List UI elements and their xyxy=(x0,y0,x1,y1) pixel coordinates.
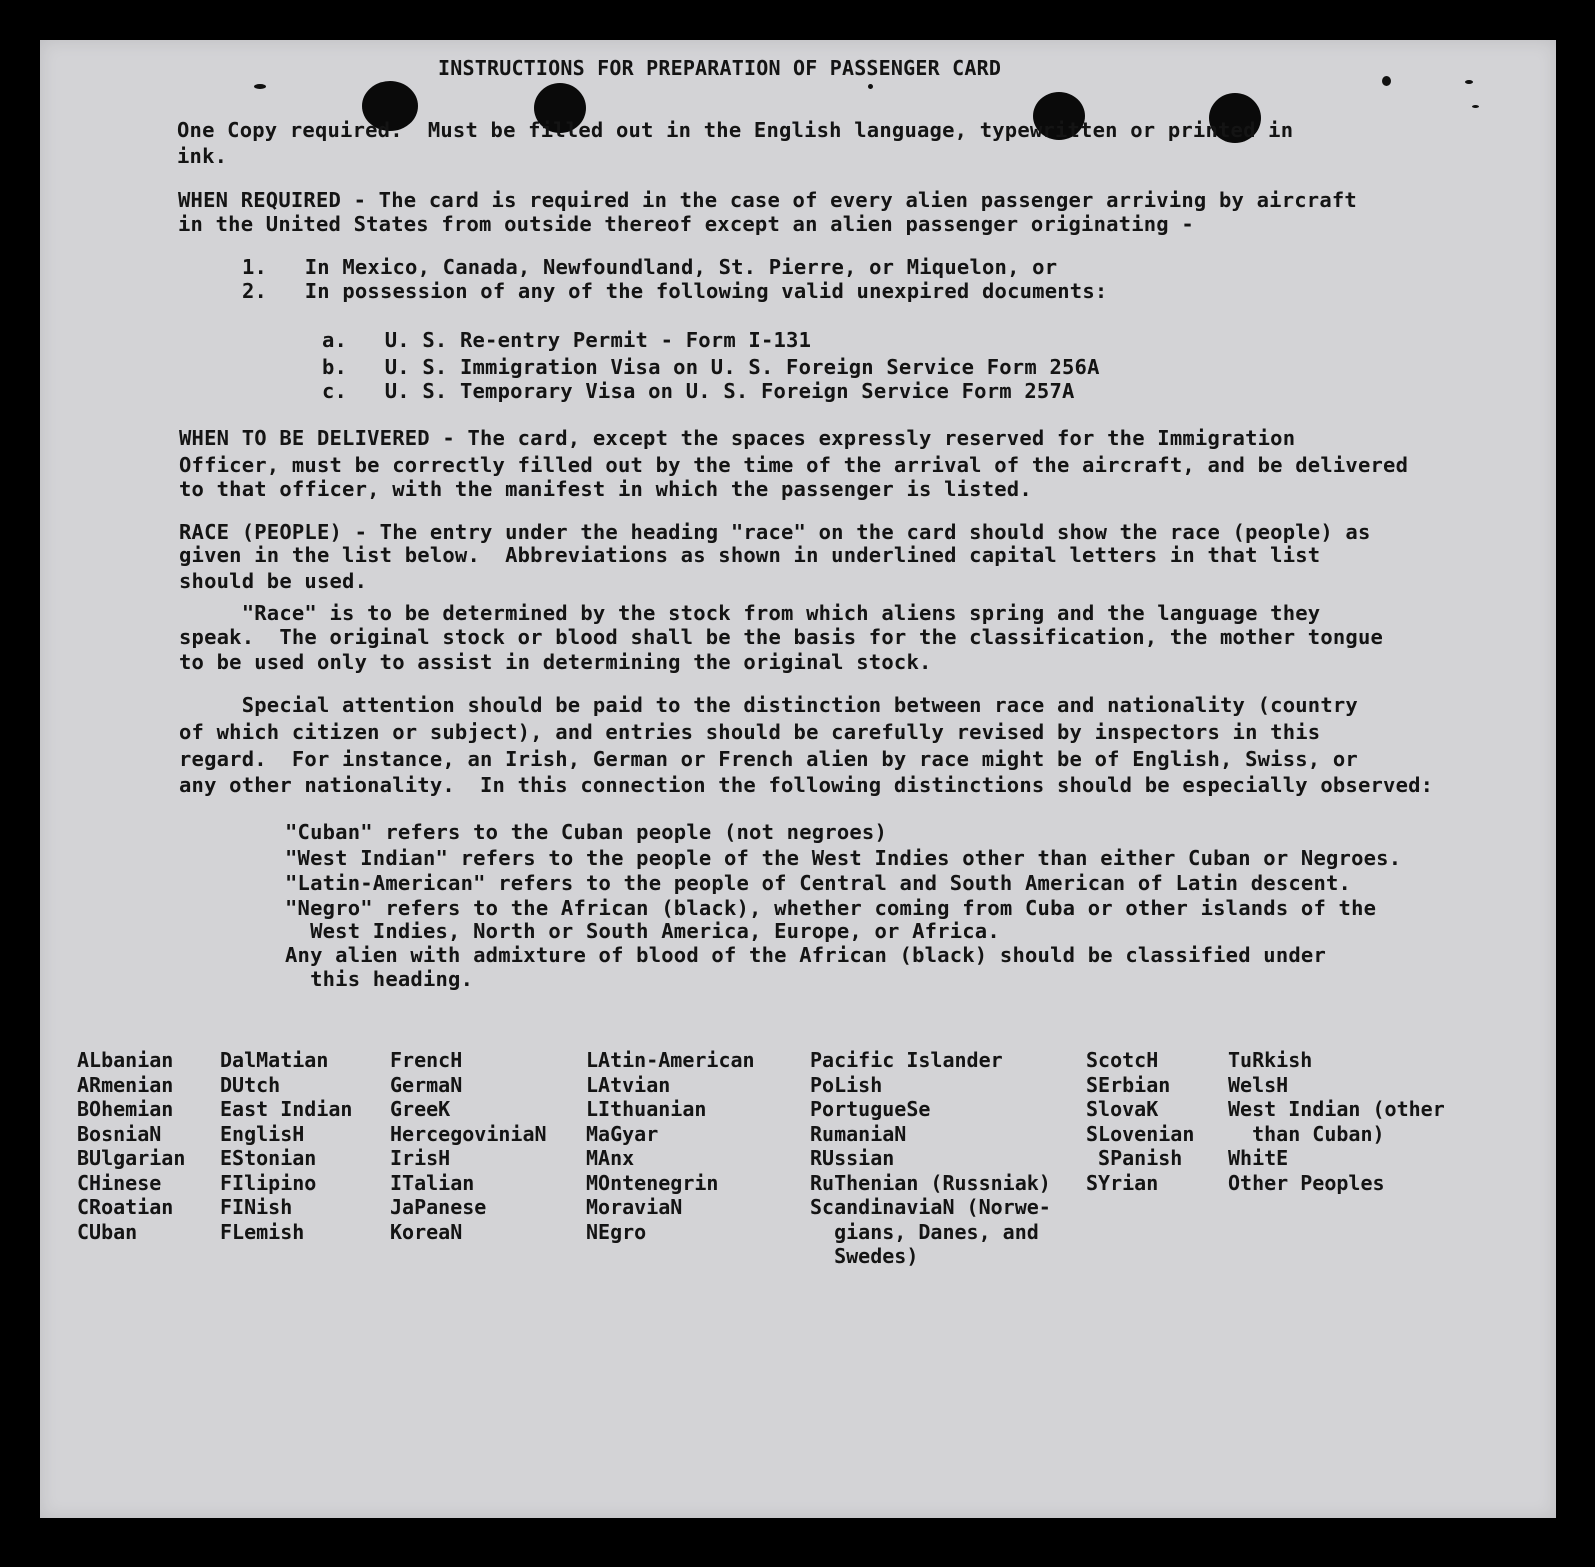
race-item: ALbanian xyxy=(77,1048,174,1072)
race-item: SlovaK xyxy=(1086,1097,1159,1121)
list-item: 1. In Mexico, Canada, Newfoundland, St. Pierre, or Miquelon, or xyxy=(242,255,1058,279)
race-item: EStonian xyxy=(220,1146,317,1170)
text-line: to be used only to assist in determining the original stock. xyxy=(179,650,932,674)
speck xyxy=(254,84,266,89)
race-item: CRoatian xyxy=(77,1195,174,1219)
race-item: ScandinaviaN (Norwe- xyxy=(810,1195,1051,1219)
text-line: ink. xyxy=(177,144,228,168)
list-item: this heading. xyxy=(285,967,474,991)
race-list-column-3 xyxy=(390,1048,547,1244)
text-line: Special attention should be paid to the distinction between race and nationality (country xyxy=(179,693,1358,717)
race-item: Other Peoples xyxy=(1228,1170,1385,1195)
text-line: RACE (PEOPLE) - The entry under the heading "race" on the card should show the race (people) as xyxy=(179,520,1371,544)
race-item: SErbian xyxy=(1086,1072,1171,1097)
race-item: DUtch xyxy=(220,1072,281,1097)
race-item: PoLish xyxy=(810,1072,883,1097)
race-item: SYrian xyxy=(1086,1170,1159,1195)
race-item: NEgro xyxy=(586,1219,647,1244)
list-item: West Indies, North or South America, Europe, or Africa. xyxy=(285,919,1000,943)
text-line: WHEN TO BE DELIVERED - The card, except the spaces expressly reserved for the Immigration xyxy=(179,426,1296,450)
text-line: "Race" is to be determined by the stock from which aliens spring and the language they xyxy=(179,601,1321,625)
race-list-column-4 xyxy=(586,1048,755,1244)
race-item: HercegoviniaN xyxy=(390,1121,547,1146)
race-item: GermaN xyxy=(390,1072,463,1097)
race-item: FLemish xyxy=(220,1219,305,1244)
race-item: LAtvian xyxy=(586,1072,671,1097)
document-sheet xyxy=(40,40,1556,1518)
race-item: WelsH xyxy=(1228,1072,1289,1097)
list-item: 2. In possession of any of the following valid unexpired documents: xyxy=(242,279,1108,303)
text-line: should be used. xyxy=(179,569,368,593)
list-item: c. U. S. Temporary Visa on U. S. Foreign Service Form 257A xyxy=(322,379,1075,403)
race-item: ARmenian xyxy=(77,1072,174,1097)
race-item: FIlipino xyxy=(220,1170,317,1195)
race-item: SLovenian xyxy=(1086,1121,1195,1146)
race-list-column-2 xyxy=(220,1048,352,1244)
text-line: given in the list below. Abbreviations as shown in underlined capital letters in that list xyxy=(179,543,1321,567)
text-line: speak. The original stock or blood shall be the basis for the classification, the mother tongue xyxy=(179,625,1384,649)
race-item: WhitE xyxy=(1228,1146,1289,1170)
speck xyxy=(1382,76,1391,86)
race-item: FINish xyxy=(220,1195,293,1219)
list-item: Any alien with admixture of blood of the African (black) should be classified under xyxy=(285,943,1326,967)
text-line: Officer, must be correctly filled out by the time of the arrival of the aircraft, and be delivered xyxy=(179,453,1409,477)
race-item: SPanish xyxy=(1086,1146,1183,1170)
race-item: RumaniaN xyxy=(810,1121,907,1146)
text-line: of which citizen or subject), and entries should be carefully revised by inspectors in this xyxy=(179,720,1321,744)
race-item: BOhemian xyxy=(77,1097,174,1121)
race-item: ITalian xyxy=(390,1170,475,1195)
race-item: East Indian xyxy=(220,1097,353,1121)
speck xyxy=(1465,80,1473,84)
race-list-column-6 xyxy=(1086,1048,1194,1195)
race-item: West Indian (other xyxy=(1228,1097,1445,1121)
race-item: RuThenian (Russniak) xyxy=(810,1170,1051,1195)
text-line: to that officer, with the manifest in which the passenger is listed. xyxy=(179,477,1032,501)
race-item: FrencH xyxy=(390,1048,463,1072)
text-line: in the United States from outside thereof except an alien passenger originating - xyxy=(178,212,1194,236)
race-item: MoraviaN xyxy=(586,1195,683,1219)
list-item: "West Indian" refers to the people of the West Indies other than either Cuban or Negroes. xyxy=(285,846,1402,870)
text-line: One Copy required. Must be filled out in the English language, typewritten or printed in xyxy=(177,118,1294,142)
list-item: "Latin-American" refers to the people of Central and South American of Latin descent. xyxy=(285,871,1352,895)
race-item: ScotcH xyxy=(1086,1048,1159,1072)
list-item: a. U. S. Re-entry Permit - Form I-131 xyxy=(322,328,812,352)
text-line: any other nationality. In this connection the following distinctions should be especially observed: xyxy=(179,773,1434,797)
race-list-column-1 xyxy=(77,1048,185,1244)
list-item: b. U. S. Immigration Visa on U. S. Foreign Service Form 256A xyxy=(322,355,1100,379)
race-item: BosniaN xyxy=(77,1121,162,1146)
race-item: JaPanese xyxy=(390,1195,487,1219)
race-item: RUssian xyxy=(810,1146,895,1170)
race-item: CUban xyxy=(77,1219,138,1244)
text-line: WHEN REQUIRED - The card is required in the case of every alien passenger arriving by aircraft xyxy=(178,188,1357,212)
text-line: regard. For instance, an Irish, German or French alien by race might be of English, Swiss, or xyxy=(179,747,1358,771)
list-item: "Negro" refers to the African (black), whether coming from Cuba or other islands of the xyxy=(285,896,1377,920)
race-list-column-7 xyxy=(1228,1048,1445,1195)
race-item: EnglisH xyxy=(220,1121,305,1146)
race-item: Swedes) xyxy=(810,1244,919,1268)
race-item: IrisH xyxy=(390,1146,451,1170)
race-item: CHinese xyxy=(77,1170,162,1195)
race-item: than Cuban) xyxy=(1228,1121,1385,1146)
list-item: "Cuban" refers to the Cuban people (not negroes) xyxy=(285,820,888,844)
race-item: KoreaN xyxy=(390,1219,463,1244)
speck xyxy=(868,84,873,89)
race-item: gians, Danes, and xyxy=(810,1219,1039,1244)
race-item: LIthuanian xyxy=(586,1097,707,1121)
speck xyxy=(1472,105,1479,108)
page-title: INSTRUCTIONS FOR PREPARATION OF PASSENGER CARD xyxy=(438,56,1002,80)
race-list-column-5 xyxy=(810,1048,1051,1269)
race-item: Pacific Islander xyxy=(810,1048,1003,1072)
race-item: MOntenegrin xyxy=(586,1170,719,1195)
race-item: PortugueSe xyxy=(810,1097,931,1121)
race-item: LAtin-American xyxy=(586,1048,755,1072)
race-item: MAnx xyxy=(586,1146,635,1170)
race-item: TuRkish xyxy=(1228,1048,1313,1072)
race-item: DalMatian xyxy=(220,1048,329,1072)
race-item: GreeK xyxy=(390,1097,451,1121)
race-item: BUlgarian xyxy=(77,1146,186,1170)
race-item: MaGyar xyxy=(586,1121,659,1146)
